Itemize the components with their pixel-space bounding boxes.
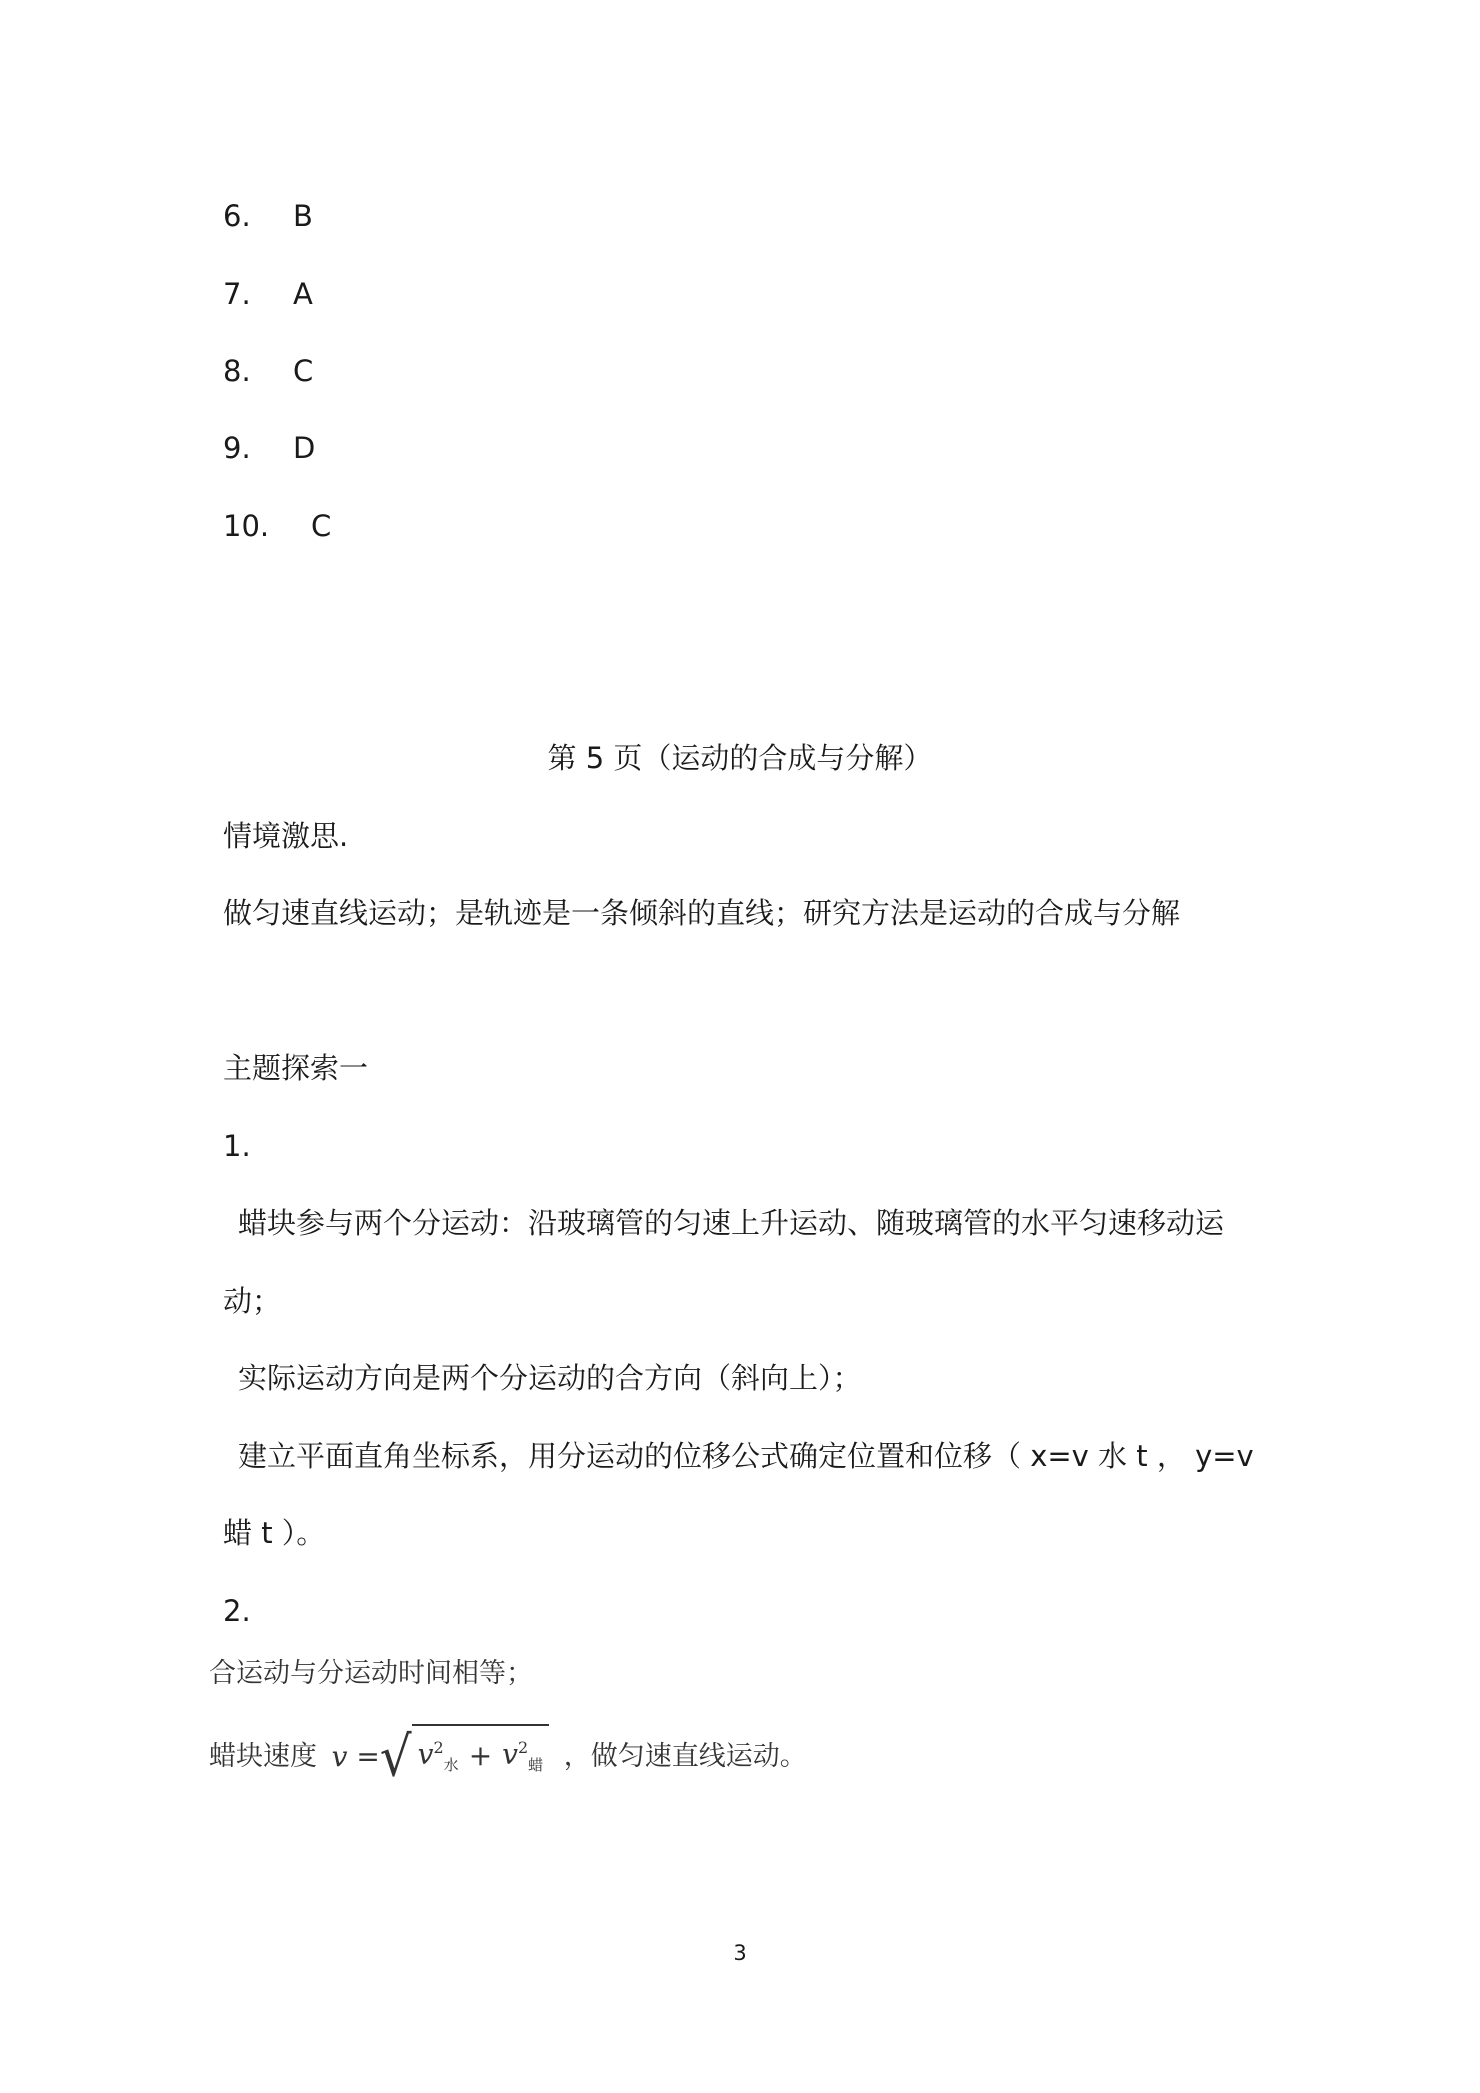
section-title: 第 5 页（运动的合成与分解）: [547, 741, 933, 775]
answer-value: C: [311, 509, 332, 543]
answer-6: [223, 196, 313, 236]
answer-value: D: [293, 431, 316, 465]
formula-term-1: $v^2_水$: [417, 1737, 459, 1774]
answer-9: [223, 428, 315, 468]
answer-number: 6.: [223, 199, 251, 233]
answer-value: A: [293, 277, 313, 311]
answer-7: [223, 274, 313, 314]
item-1-line-2: 实际运动方向是两个分运动的合方向（斜向上）；: [238, 1361, 862, 1395]
item-2-line-1: 合运动与分运动时间相等；: [209, 1658, 533, 1689]
formula-term-2: $v^2_蜡$: [502, 1737, 544, 1774]
item-1-number: 1.: [223, 1129, 251, 1163]
answer-8: [223, 351, 313, 391]
item-2-line-2: [209, 1725, 807, 1790]
answer-number: 8.: [223, 354, 251, 388]
item-2-line-2-prefix: 蜡块速度: [209, 1740, 317, 1772]
item-1-line-3: 建立平面直角坐标系，用分运动的位移公式确定位置和位移（ x=v 水 t ， y=v: [238, 1439, 1254, 1473]
page-number: 3: [733, 1941, 747, 1965]
situation-text: 做匀速直线运动；是轨迹是一条倾斜的直线；研究方法是运动的合成与分解: [223, 896, 1181, 930]
sqrt-symbol: √: [379, 1725, 412, 1790]
answer-value: C: [293, 354, 314, 388]
answer-number: 10.: [223, 509, 270, 543]
item-1-line-1: 蜡块参与两个分运动：沿玻璃管的匀速上升运动、随玻璃管的水平匀速移动运: [238, 1206, 1225, 1240]
answer-value: B: [293, 199, 313, 233]
item-2-line-2-suffix: ，做匀速直线运动。: [563, 1740, 807, 1772]
answer-number: 9.: [223, 431, 251, 465]
formula-plus: +: [468, 1739, 493, 1773]
item-2-number: 2.: [223, 1594, 251, 1628]
topic-heading: 主题探索一: [223, 1051, 369, 1085]
velocity-formula: [331, 1725, 550, 1790]
formula-lhs: v =: [331, 1740, 380, 1774]
formula-radicand: [412, 1724, 550, 1785]
item-1-line-3-continued: 蜡 t ）。: [223, 1516, 326, 1550]
item-1-line-1-continued: 动；: [223, 1284, 282, 1318]
answer-number: 7.: [223, 277, 251, 311]
situation-heading: 情境激思.: [223, 819, 349, 853]
answer-10: [223, 506, 331, 546]
